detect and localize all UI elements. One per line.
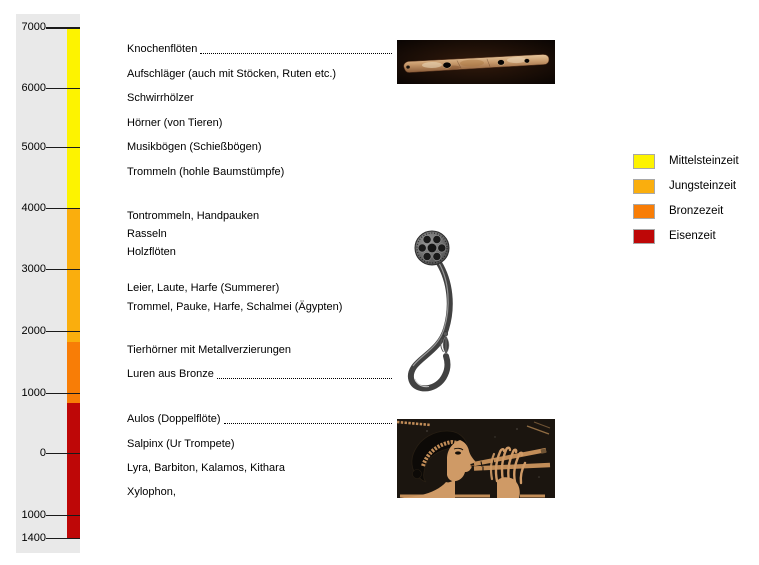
instrument-tierhoerner: Tierhörner mit Metallverzierungen <box>127 344 292 356</box>
era-band-jungsteinzeit <box>67 209 80 342</box>
timeline-tick-label: 2000 <box>21 325 46 337</box>
dotted-leader <box>224 423 392 424</box>
timeline-tick-line <box>46 393 80 394</box>
instrument-trommeln: Trommeln (hohle Baumstümpfe) <box>127 166 285 178</box>
legend-label-mittelsteinzeit: Mittelsteinzeit <box>669 155 739 167</box>
instrument-leier-laute: Leier, Laute, Harfe (Summerer) <box>127 282 280 294</box>
timeline-tick-line <box>46 147 80 148</box>
timeline-tick-label: 4000 <box>21 202 46 214</box>
timeline-tick-label: 3000 <box>21 263 46 275</box>
era-band-mittelsteinzeit <box>67 28 80 209</box>
instrument-luren: Luren aus Bronze <box>127 368 392 381</box>
legend-label-eisenzeit: Eisenzeit <box>669 230 716 242</box>
instrument-rasseln: Rasseln <box>127 228 167 240</box>
legend-swatch-bronzezeit <box>633 204 655 219</box>
legend-swatch-eisenzeit <box>633 229 655 244</box>
aulos-player-vase-photo <box>397 419 555 498</box>
instrument-knochenfloeten: Knochenflöten <box>127 43 392 56</box>
timeline-tick-label: 0 <box>39 447 46 459</box>
timeline-tick-line <box>46 269 80 270</box>
timeline-tick-line <box>46 515 80 516</box>
timeline-tick-line <box>46 208 80 209</box>
legend-swatch-jungsteinzeit <box>633 179 655 194</box>
instrument-aulos: Aulos (Doppelflöte) <box>127 413 392 426</box>
instrument-xylophon: Xylophon, <box>127 486 176 498</box>
timeline-tick-line <box>46 331 80 332</box>
instrument-hoerner: Hörner (von Tieren) <box>127 117 223 129</box>
timeline-tick-label: 1400 <box>21 532 46 544</box>
bronze-lur-photo <box>400 226 470 394</box>
timeline-tick-label: 5000 <box>21 141 46 153</box>
legend-swatch-mittelsteinzeit <box>633 154 655 169</box>
timeline-panel <box>16 14 80 553</box>
instrument-trommel-pauke: Trommel, Pauke, Harfe, Schalmei (Ägypten) <box>127 301 343 313</box>
timeline-tick-line <box>46 453 80 454</box>
instrument-aufschlaeger: Aufschläger (auch mit Stöcken, Ruten etc.) <box>127 68 337 80</box>
dotted-leader <box>200 53 392 54</box>
instrument-salpinx: Salpinx (Ur Trompete) <box>127 438 235 450</box>
legend-label-jungsteinzeit: Jungsteinzeit <box>669 180 737 192</box>
instrument-schwirrhoelzer: Schwirrhölzer <box>127 92 194 104</box>
dotted-leader <box>217 378 392 379</box>
timeline-tick-label: 1000 <box>21 387 46 399</box>
timeline-tick-label: 1000 <box>21 509 46 521</box>
instrument-tontrommeln: Tontrommeln, Handpauken <box>127 210 260 222</box>
era-band-eisenzeit <box>67 403 80 539</box>
instrument-holzfloeten: Holzflöten <box>127 246 176 258</box>
legend-label-bronzezeit: Bronzezeit <box>669 205 724 217</box>
timeline-tick-line <box>46 538 80 539</box>
timeline-tick-label: 6000 <box>21 82 46 94</box>
instrument-musikboegen: Musikbögen (Schießbögen) <box>127 141 262 153</box>
timeline-tick-line <box>46 88 80 89</box>
timeline-tick-line <box>46 27 80 29</box>
instrument-lyra: Lyra, Barbiton, Kalamos, Kithara <box>127 462 285 474</box>
bone-flute-photo <box>397 40 555 84</box>
timeline-tick-label: 7000 <box>21 21 46 33</box>
